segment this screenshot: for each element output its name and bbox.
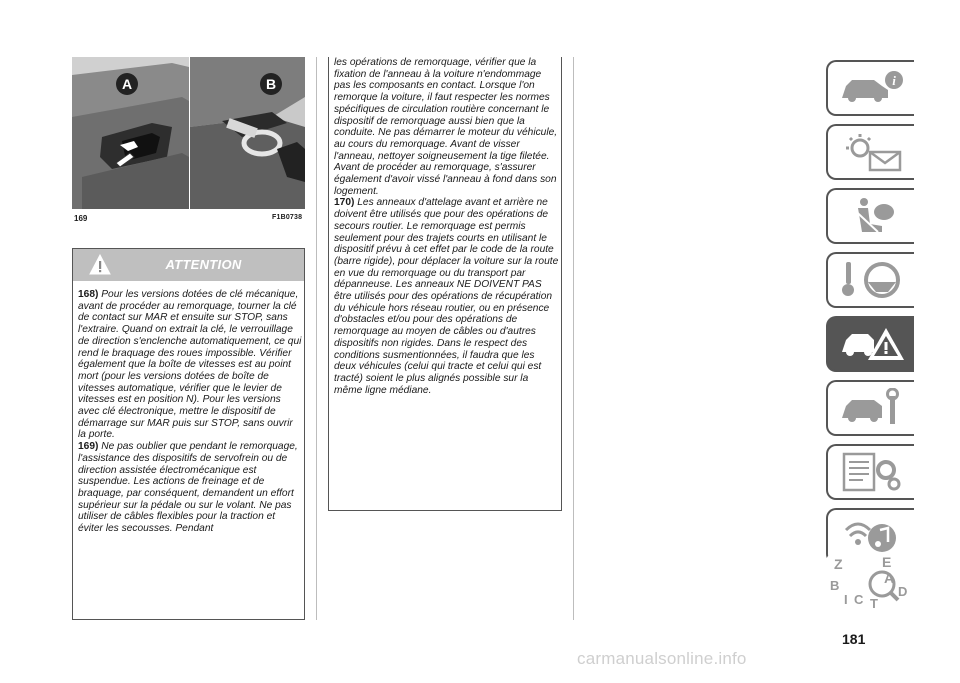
figure-169 xyxy=(72,57,305,209)
tab-safety[interactable] xyxy=(826,188,914,244)
column-divider xyxy=(573,57,574,620)
index-letter: C xyxy=(854,592,864,607)
callout-b: B xyxy=(260,73,282,95)
tab-car-info[interactable] xyxy=(826,60,914,116)
tab-emergency[interactable] xyxy=(826,316,914,372)
tab-maintenance[interactable] xyxy=(826,380,914,436)
item-number: 170) xyxy=(334,197,355,209)
item-number: 169) xyxy=(78,441,99,453)
index-letter: I xyxy=(844,592,848,607)
warning-item-170 xyxy=(334,197,559,396)
warning-continuation-text xyxy=(334,57,559,396)
warning-box xyxy=(72,248,305,620)
multimedia-icon xyxy=(838,516,908,556)
tab-technical-data[interactable] xyxy=(826,444,914,500)
key-steering-icon xyxy=(838,260,908,300)
index-letter: Z xyxy=(834,556,843,572)
car-emergency-icon xyxy=(838,324,908,364)
index-letter: B xyxy=(830,578,840,593)
tab-warning-lights[interactable] xyxy=(826,124,914,180)
item-text: Les anneaux d'attelage avant et arrière ne doivent être utilisés que pour des opérations de secours routier. Le remorquage est permis seulement pour des trajets courts en utilisant le dispositif prévu à cet effet par le code de la route (barre rigide), pour déplacer la voiture sur la route en vue du remorquage ou du transport par dépanneuse. Les anneaux NE DOIVENT PAS être utilisés pour des opérations de récupération du véhicule hors réseau routier, ou en présence d'obstacles et/ou pour des opérations de remorquage au moyen de câbles ou d'autres dispositifs non rigides. Dans le respect des conditions susmentionnées, il faudra que les deux véhicules (celui qui tracte et celui qui est tracté) soient le plus alignés possible sur la même ligne médiane. xyxy=(334,197,559,396)
index-letter: D xyxy=(898,584,908,599)
warning-item-168 xyxy=(78,289,302,441)
tab-index[interactable] xyxy=(826,552,914,610)
technical-data-icon xyxy=(838,452,908,492)
continuation-paragraph: les opérations de remorquage, vérifier que la fixation de l'anneau à la voiture n'endommage pas les composants en contact. Lorsque l'on remorque la voiture, il faut respecter les normes spécifiques de circulation routière concernant le dispositif de remorquage aussi bien que la conduite. Ne pas démarrer le moteur du véhicule, au cours du remorquage. Avant de visser l'anneau, nettoyer soigneusement la tige filetée. Avant de procéder au remorquage, s'assurer également d'avoir vissé l'anneau à fond dans son logement. xyxy=(334,57,558,197)
figure-caption-number: 169 xyxy=(74,214,88,223)
figure-divider xyxy=(189,57,190,209)
index-letter: E xyxy=(882,554,892,570)
page-number: 181 xyxy=(842,631,866,647)
index-icon xyxy=(836,558,924,616)
airbag-seat-icon xyxy=(838,196,908,236)
item-text: Ne pas oublier que pendant le remorquage, l'assistance des dispositifs de servofrein ou de direction assistée électromécanique est suspendue. Les actions de freinage et de braquage, par conséquent, demandent un effort supérieur sur la pédale ou sur le volant. Ne pas utiliser de câbles flexibles pour la traction et éviter les secousses. Pendant xyxy=(78,441,298,535)
item-text: Pour les versions dotées de clé mécanique, avant de procéder au remorquage, tourner la clé de contact sur MAR et ensuite sur STOP, sans l'extraire. Quand on extrait la clé, le verrouillage de direction s'enclenche automatiquement, ce qui rend le braquage des roues impossible. Vérifier également que la boîte de vitesses est au point mort (pour les versions dotées de boîte de vitesses automatique, vérifier que le levier de vitesses est en position N). Pour les versions avec clé électronique, mettre le dispositif de démarrage sur MAR puis sur STOP, sans ouvrir la porte. xyxy=(78,289,302,441)
warning-header xyxy=(73,249,304,281)
warning-box-continuation xyxy=(328,57,562,511)
column-divider xyxy=(316,57,317,620)
tab-starting-driving[interactable] xyxy=(826,252,914,308)
callout-a: A xyxy=(116,73,138,95)
car-info-icon xyxy=(838,68,908,108)
figure-caption-code: F1B0738 xyxy=(272,214,303,221)
car-maintenance-icon xyxy=(838,388,908,428)
warning-title: ATTENTION xyxy=(165,257,242,272)
warning-text xyxy=(78,289,302,535)
watermark[interactable]: carmanualsonline.info xyxy=(577,649,747,668)
index-letter: A xyxy=(884,570,895,586)
svg-text:i: i xyxy=(892,73,896,88)
warning-item-169 xyxy=(78,441,302,535)
warning-lights-icon xyxy=(838,132,908,172)
index-letter: T xyxy=(870,596,878,611)
item-number: 168) xyxy=(78,289,99,300)
